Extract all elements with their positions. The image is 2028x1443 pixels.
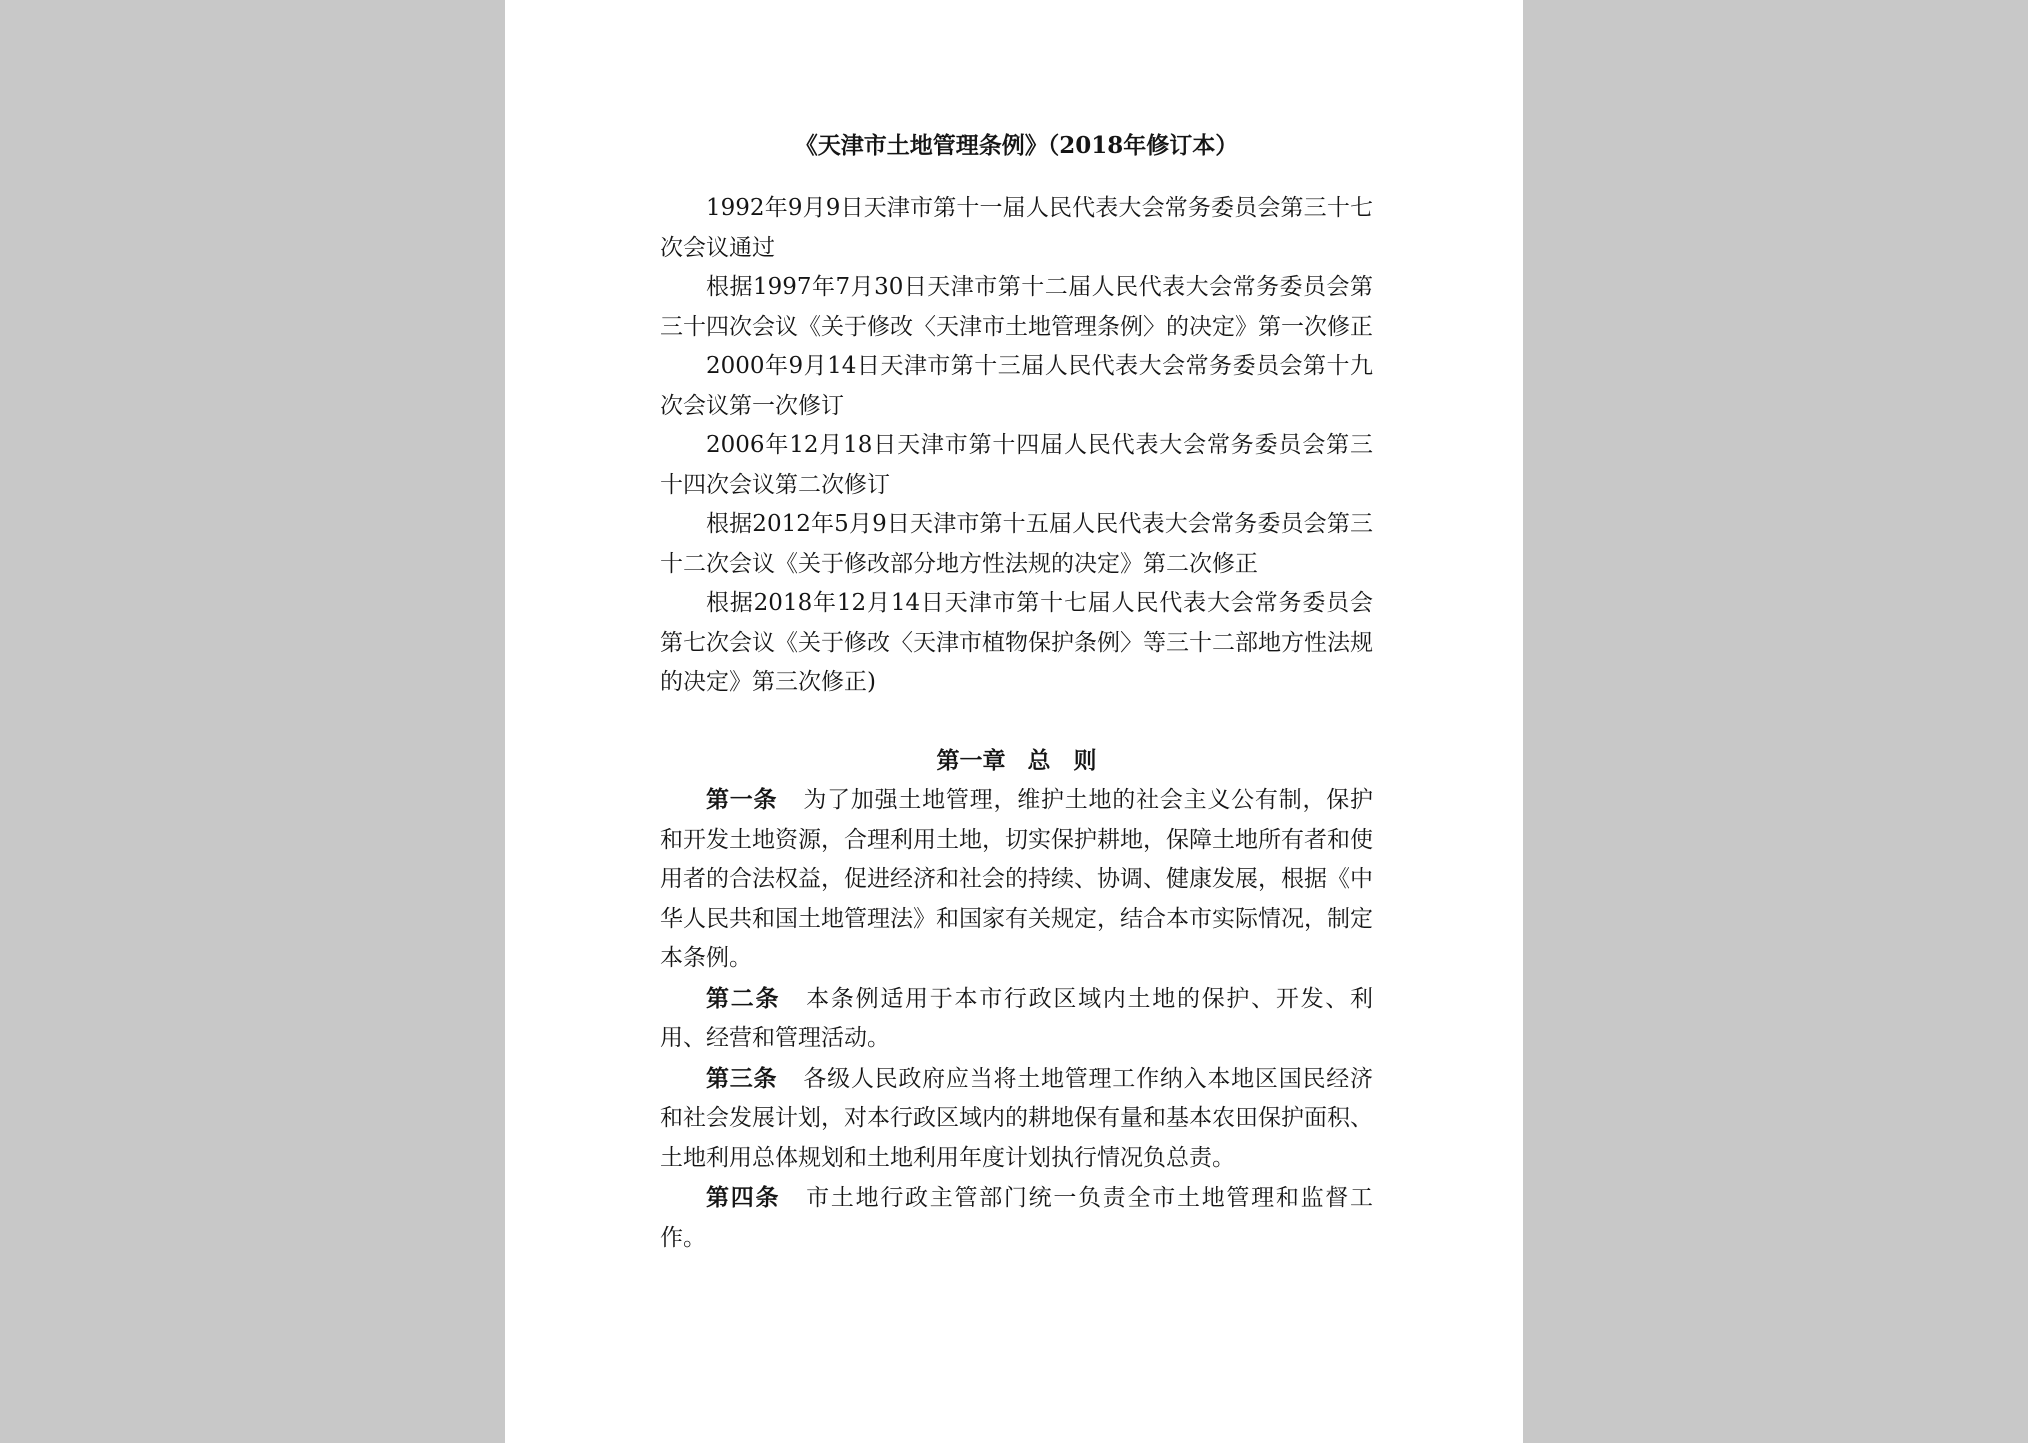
history-entry: 根据2018年12月14日天津市第十七届人民代表大会常务委员会第七次会议《关于修改〈天津市植物保护条例〉等三十二部地方性法规的决定》第三次修正)	[660, 590, 1373, 695]
article-text: 为了加强土地管理，维护土地的社会主义公有制，保护和开发土地资源，合理利用土地，切实保护耕地，保障土地所有者和使用者的合法权益，促进经济和社会的持续、协调、健康发展，根据《中华人民共和国土地管理法》和国家有关规定，结合本市实际情况，制定本条例。	[660, 787, 1374, 971]
article-text: 本条例适用于本市行政区域内土地的保护、开发、利用、经营和管理活动。	[660, 985, 1374, 1051]
legislative-history	[660, 189, 1373, 703]
article-1	[660, 780, 1373, 979]
article-number: 第四条	[706, 1184, 781, 1211]
article-4	[660, 1178, 1373, 1258]
history-entry: 2006年12月18日天津市第十四届人民代表大会常务委员会第三十四次会议第二次修订	[660, 432, 1373, 498]
article-2	[660, 979, 1373, 1059]
article-text: 市土地行政主管部门统一负责全市土地管理和监督工作。	[660, 1185, 1374, 1251]
chapter-number: 第一章	[936, 746, 1006, 774]
chapter-heading	[660, 741, 1373, 781]
history-entry: 根据1997年7月30日天津市第十二届人民代表大会常务委员会第三十四次会议《关于修改〈天津市土地管理条例〉的决定》第一次修正	[660, 274, 1373, 340]
article-number: 第三条	[706, 1064, 778, 1092]
article-3	[660, 1059, 1373, 1179]
history-entry: 2000年9月14日天津市第十三届人民代表大会常务委员会第十九次会议第一次修订	[660, 353, 1373, 419]
chapter-name: 总 则	[1027, 746, 1097, 774]
article-text: 各级人民政府应当将土地管理工作纳入本地区国民经济和社会发展计划，对本行政区域内的耕地保有量和基本农田保护面积、土地利用总体规划和土地利用年度计划执行情况负总责。	[660, 1065, 1374, 1171]
history-entry: 1992年9月9日天津市第十一届人民代表大会常务委员会第三十七次会议通过	[660, 195, 1373, 261]
page-content	[660, 126, 1373, 1258]
article-number: 第二条	[706, 984, 781, 1012]
document-page	[505, 0, 1523, 1443]
history-entry: 根据2012年5月9日天津市第十五届人民代表大会常务委员会第三十二次会议《关于修改部分地方性法规的决定》第二次修正	[660, 511, 1373, 577]
document-title: 《天津市土地管理条例》（2018年修订本）	[794, 132, 1239, 159]
article-number: 第一条	[706, 786, 778, 813]
